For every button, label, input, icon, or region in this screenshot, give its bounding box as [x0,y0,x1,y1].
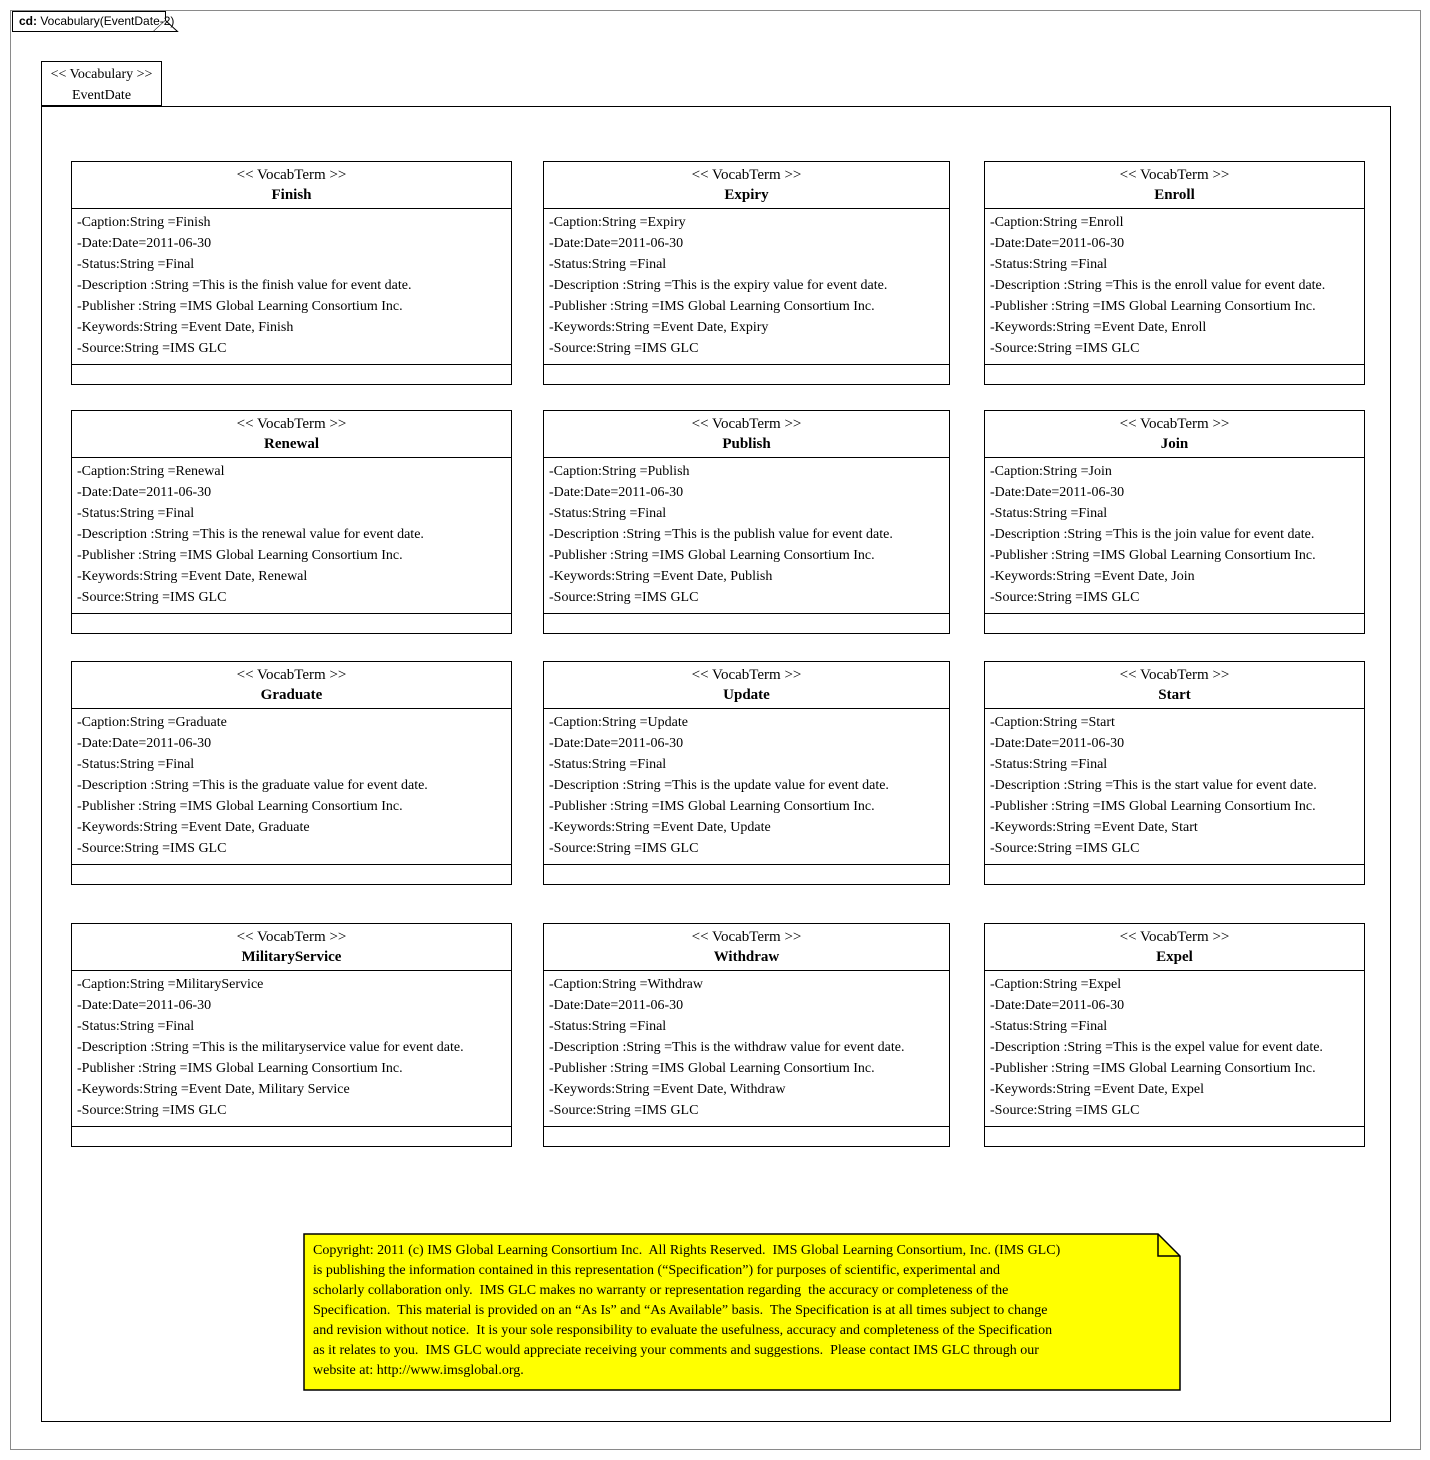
attribute-line: -Keywords:String =Event Date, Publish [549,569,773,584]
attribute-line: -Description :String =This is the enroll value for event date. [990,278,1326,293]
vocabterm-box-finish [71,161,512,385]
attribute-line: -Caption:String =Finish [77,215,211,230]
vocabterm-name: Expiry [724,187,769,203]
attribute-line: -Keywords:String =Event Date, Expiry [549,320,769,335]
attribute-line: -Date:Date=2011-06-30 [990,485,1125,500]
vocabterm-operations-empty [72,864,511,884]
vocabterm-stereotype: << VocabTerm >> [1119,667,1230,683]
attribute-line: -Source:String =IMS GLC [77,841,227,856]
attribute-line: -Description :String =This is the graduate value for event date. [77,778,428,793]
vocabterm-header [985,662,1364,708]
attribute-line: -Keywords:String =Event Date, Renewal [77,569,308,584]
vocabterm-attributes [985,208,1364,364]
vocabterm-operations-empty [544,613,949,633]
attribute-line: -Caption:String =Publish [549,464,690,479]
vocabterm-name: Enroll [1154,187,1195,203]
vocabterm-operations-empty [544,364,949,384]
note-line: website at: http://www.imsglobal.org. [313,1363,524,1378]
attribute-line: -Description :String =This is the join value for event date. [990,527,1315,542]
vocabterm-attributes [985,457,1364,613]
vocabterm-attributes [985,970,1364,1126]
attribute-line: -Status:String =Final [77,506,195,521]
vocabterm-stereotype: << VocabTerm >> [1119,167,1230,183]
attribute-line: -Keywords:String =Event Date, Join [990,569,1195,584]
attribute-line: -Source:String =IMS GLC [549,341,699,356]
vocabterm-attributes [544,708,949,864]
attribute-line: -Keywords:String =Event Date, Enroll [990,320,1207,335]
vocabterm-name: Graduate [260,687,323,703]
attribute-line: -Caption:String =Enroll [990,215,1124,230]
vocabterm-operations-empty [544,1126,949,1146]
attribute-line: -Status:String =Final [549,257,667,272]
attribute-line: -Source:String =IMS GLC [77,1103,227,1118]
attribute-line: -Keywords:String =Event Date, Military Service [77,1082,350,1097]
attribute-line: -Description :String =This is the finish value for event date. [77,278,412,293]
attribute-line: -Publisher :String =IMS Global Learning Consortium Inc. [549,799,875,814]
vocabterm-name: Publish [722,436,771,452]
frame-tab-keyword: cd: [19,14,37,28]
attribute-line: -Source:String =IMS GLC [990,341,1140,356]
vocabterm-box-graduate [71,661,512,885]
vocabterm-name: Finish [271,187,312,203]
vocabterm-box-renewal [71,410,512,634]
attribute-line: -Publisher :String =IMS Global Learning Consortium Inc. [990,799,1316,814]
attribute-line: -Description :String =This is the publish value for event date. [549,527,893,542]
attribute-line: -Publisher :String =IMS Global Learning Consortium Inc. [77,299,403,314]
vocabterm-operations-empty [72,1126,511,1146]
vocabterm-stereotype: << VocabTerm >> [1119,416,1230,432]
vocabterm-box-publish [543,410,950,634]
vocabterm-operations-empty [985,1126,1364,1146]
vocabterm-box-join [984,410,1365,634]
attribute-line: -Description :String =This is the withdraw value for event date. [549,1040,905,1055]
vocabterm-header [544,162,949,208]
attribute-line: -Date:Date=2011-06-30 [549,998,684,1013]
attribute-line: -Keywords:String =Event Date, Finish [77,320,294,335]
vocabterm-box-militaryservice [71,923,512,1147]
vocabterm-header [544,662,949,708]
vocabterm-operations-empty [985,613,1364,633]
attribute-line: -Caption:String =Join [990,464,1112,479]
attribute-line: -Publisher :String =IMS Global Learning Consortium Inc. [549,548,875,563]
attribute-line: -Source:String =IMS GLC [549,590,699,605]
attribute-line: -Date:Date=2011-06-30 [77,236,212,251]
attribute-line: -Date:Date=2011-06-30 [549,736,684,751]
attribute-line: -Description :String =This is the start value for event date. [990,778,1317,793]
attribute-line: -Keywords:String =Event Date, Withdraw [549,1082,786,1097]
vocabterm-attributes [544,970,949,1126]
attribute-line: -Source:String =IMS GLC [549,1103,699,1118]
vocabterm-header [985,924,1364,970]
note-line: is publishing the information contained in this representation (“Specification”) for purposes of scientific, experimental and [313,1263,1000,1278]
vocabulary-stereotype: << Vocabulary >> [50,67,153,82]
vocabterm-name: Update [723,687,770,703]
vocabterm-stereotype: << VocabTerm >> [691,929,802,945]
attribute-line: -Date:Date=2011-06-30 [549,485,684,500]
attribute-line: -Publisher :String =IMS Global Learning Consortium Inc. [990,299,1316,314]
vocabterm-box-expel [984,923,1365,1147]
vocabulary-name: EventDate [71,88,132,103]
attribute-line: -Caption:String =MilitaryService [77,977,264,992]
note-line: scholarly collaboration only. IMS GLC makes no warranty or representation regarding the accuracy or completeness of the [313,1283,1009,1298]
vocabterm-operations-empty [985,364,1364,384]
attribute-line: -Caption:String =Graduate [77,715,227,730]
vocabterm-attributes [72,708,511,864]
attribute-line: -Source:String =IMS GLC [990,841,1140,856]
vocabterm-header [544,924,949,970]
vocabterm-header [72,662,511,708]
attribute-line: -Publisher :String =IMS Global Learning Consortium Inc. [549,1061,875,1076]
attribute-line: -Date:Date=2011-06-30 [990,736,1125,751]
vocabterm-operations-empty [985,864,1364,884]
vocabterm-stereotype: << VocabTerm >> [236,416,347,432]
vocabterm-stereotype: << VocabTerm >> [236,167,347,183]
vocabterm-box-withdraw [543,923,950,1147]
attribute-line: -Publisher :String =IMS Global Learning Consortium Inc. [990,1061,1316,1076]
vocabterm-header [985,162,1364,208]
attribute-line: -Description :String =This is the militaryservice value for event date. [77,1040,464,1055]
attribute-line: -Status:String =Final [77,757,195,772]
vocabterm-attributes [544,208,949,364]
attribute-line: -Caption:String =Start [990,715,1115,730]
attribute-line: -Publisher :String =IMS Global Learning Consortium Inc. [990,548,1316,563]
copyright-note-text [313,1241,1171,1381]
attribute-line: -Publisher :String =IMS Global Learning Consortium Inc. [77,799,403,814]
vocabterm-stereotype: << VocabTerm >> [1119,929,1230,945]
vocabterm-name: Renewal [264,436,319,452]
vocabterm-stereotype: << VocabTerm >> [691,167,802,183]
attribute-line: -Status:String =Final [549,506,667,521]
attribute-line: -Description :String =This is the renewal value for event date. [77,527,424,542]
attribute-line: -Publisher :String =IMS Global Learning Consortium Inc. [77,548,403,563]
attribute-line: -Publisher :String =IMS Global Learning Consortium Inc. [549,299,875,314]
vocabterm-header [72,162,511,208]
attribute-line: -Description :String =This is the expiry value for event date. [549,278,888,293]
attribute-line: -Caption:String =Withdraw [549,977,703,992]
note-line: Specification. This material is provided on an “As Is” and “As Available” basis. The Specification is at all times subject to change [313,1303,1048,1318]
vocabterm-header [985,411,1364,457]
attribute-line: -Keywords:String =Event Date, Start [990,820,1198,835]
vocabterm-name: Join [1160,436,1189,452]
vocabulary-header-box [41,61,162,106]
frame-tab-title: Vocabulary(EventDate-2) [37,14,175,28]
vocabterm-attributes [985,708,1364,864]
attribute-line: -Caption:String =Update [549,715,688,730]
attribute-line: -Source:String =IMS GLC [990,1103,1140,1118]
attribute-line: -Date:Date=2011-06-30 [549,236,684,251]
attribute-line: -Caption:String =Expel [990,977,1122,992]
attribute-line: -Source:String =IMS GLC [990,590,1140,605]
vocabterm-header [72,411,511,457]
attribute-line: -Source:String =IMS GLC [77,341,227,356]
vocabterm-name: MilitaryService [241,949,342,965]
vocabterm-attributes [544,457,949,613]
vocabterm-header [544,411,949,457]
vocabterm-box-enroll [984,161,1365,385]
vocabterm-attributes [72,208,511,364]
vocabterm-stereotype: << VocabTerm >> [691,416,802,432]
attribute-line: -Keywords:String =Event Date, Expel [990,1082,1204,1097]
vocabterm-box-expiry [543,161,950,385]
attribute-line: -Description :String =This is the update value for event date. [549,778,889,793]
attribute-line: -Caption:String =Renewal [77,464,225,479]
frame-tab-label [19,14,174,28]
attribute-line: -Status:String =Final [990,257,1108,272]
attribute-line: -Status:String =Final [990,1019,1108,1034]
attribute-line: -Date:Date=2011-06-30 [77,736,212,751]
attribute-line: -Date:Date=2011-06-30 [990,998,1125,1013]
note-line: and revision without notice. It is your sole responsibility to evaluate the usefulness, accuracy and completeness of the Specification [313,1323,1053,1338]
copyright-note [303,1233,1181,1391]
attribute-line: -Caption:String =Expiry [549,215,686,230]
vocabterm-attributes [72,970,511,1126]
attribute-line: -Status:String =Final [77,257,195,272]
attribute-line: -Date:Date=2011-06-30 [77,485,212,500]
vocabterm-box-update [543,661,950,885]
frame-tab [12,11,192,33]
attribute-line: -Status:String =Final [77,1019,195,1034]
attribute-line: -Keywords:String =Event Date, Update [549,820,771,835]
vocabterm-name: Start [1158,687,1191,703]
attribute-line: -Status:String =Final [549,757,667,772]
vocabterm-stereotype: << VocabTerm >> [236,929,347,945]
attribute-line: -Status:String =Final [549,1019,667,1034]
vocabterm-name: Expel [1156,949,1193,965]
vocabterm-name: Withdraw [713,949,780,965]
attribute-line: -Keywords:String =Event Date, Graduate [77,820,310,835]
attribute-line: -Status:String =Final [990,757,1108,772]
vocabterm-operations-empty [72,613,511,633]
vocabterm-stereotype: << VocabTerm >> [236,667,347,683]
attribute-line: -Source:String =IMS GLC [77,590,227,605]
vocabterm-header [72,924,511,970]
attribute-line: -Source:String =IMS GLC [549,841,699,856]
vocabterm-stereotype: << VocabTerm >> [691,667,802,683]
vocabterm-operations-empty [544,864,949,884]
attribute-line: -Date:Date=2011-06-30 [990,236,1125,251]
vocabterm-box-start [984,661,1365,885]
attribute-line: -Status:String =Final [990,506,1108,521]
attribute-line: -Publisher :String =IMS Global Learning Consortium Inc. [77,1061,403,1076]
attribute-line: -Description :String =This is the expel value for event date. [990,1040,1323,1055]
attribute-line: -Date:Date=2011-06-30 [77,998,212,1013]
vocabterm-operations-empty [72,364,511,384]
note-line: Copyright: 2011 (c) IMS Global Learning Consortium Inc. All Rights Reserved. IMS Global Learning Consortium, Inc. (IMS GLC) [313,1243,1061,1258]
note-line: as it relates to you. IMS GLC would appreciate receiving your comments and suggestions. Please contact IMS GLC through our [313,1343,1039,1358]
vocabterm-attributes [72,457,511,613]
